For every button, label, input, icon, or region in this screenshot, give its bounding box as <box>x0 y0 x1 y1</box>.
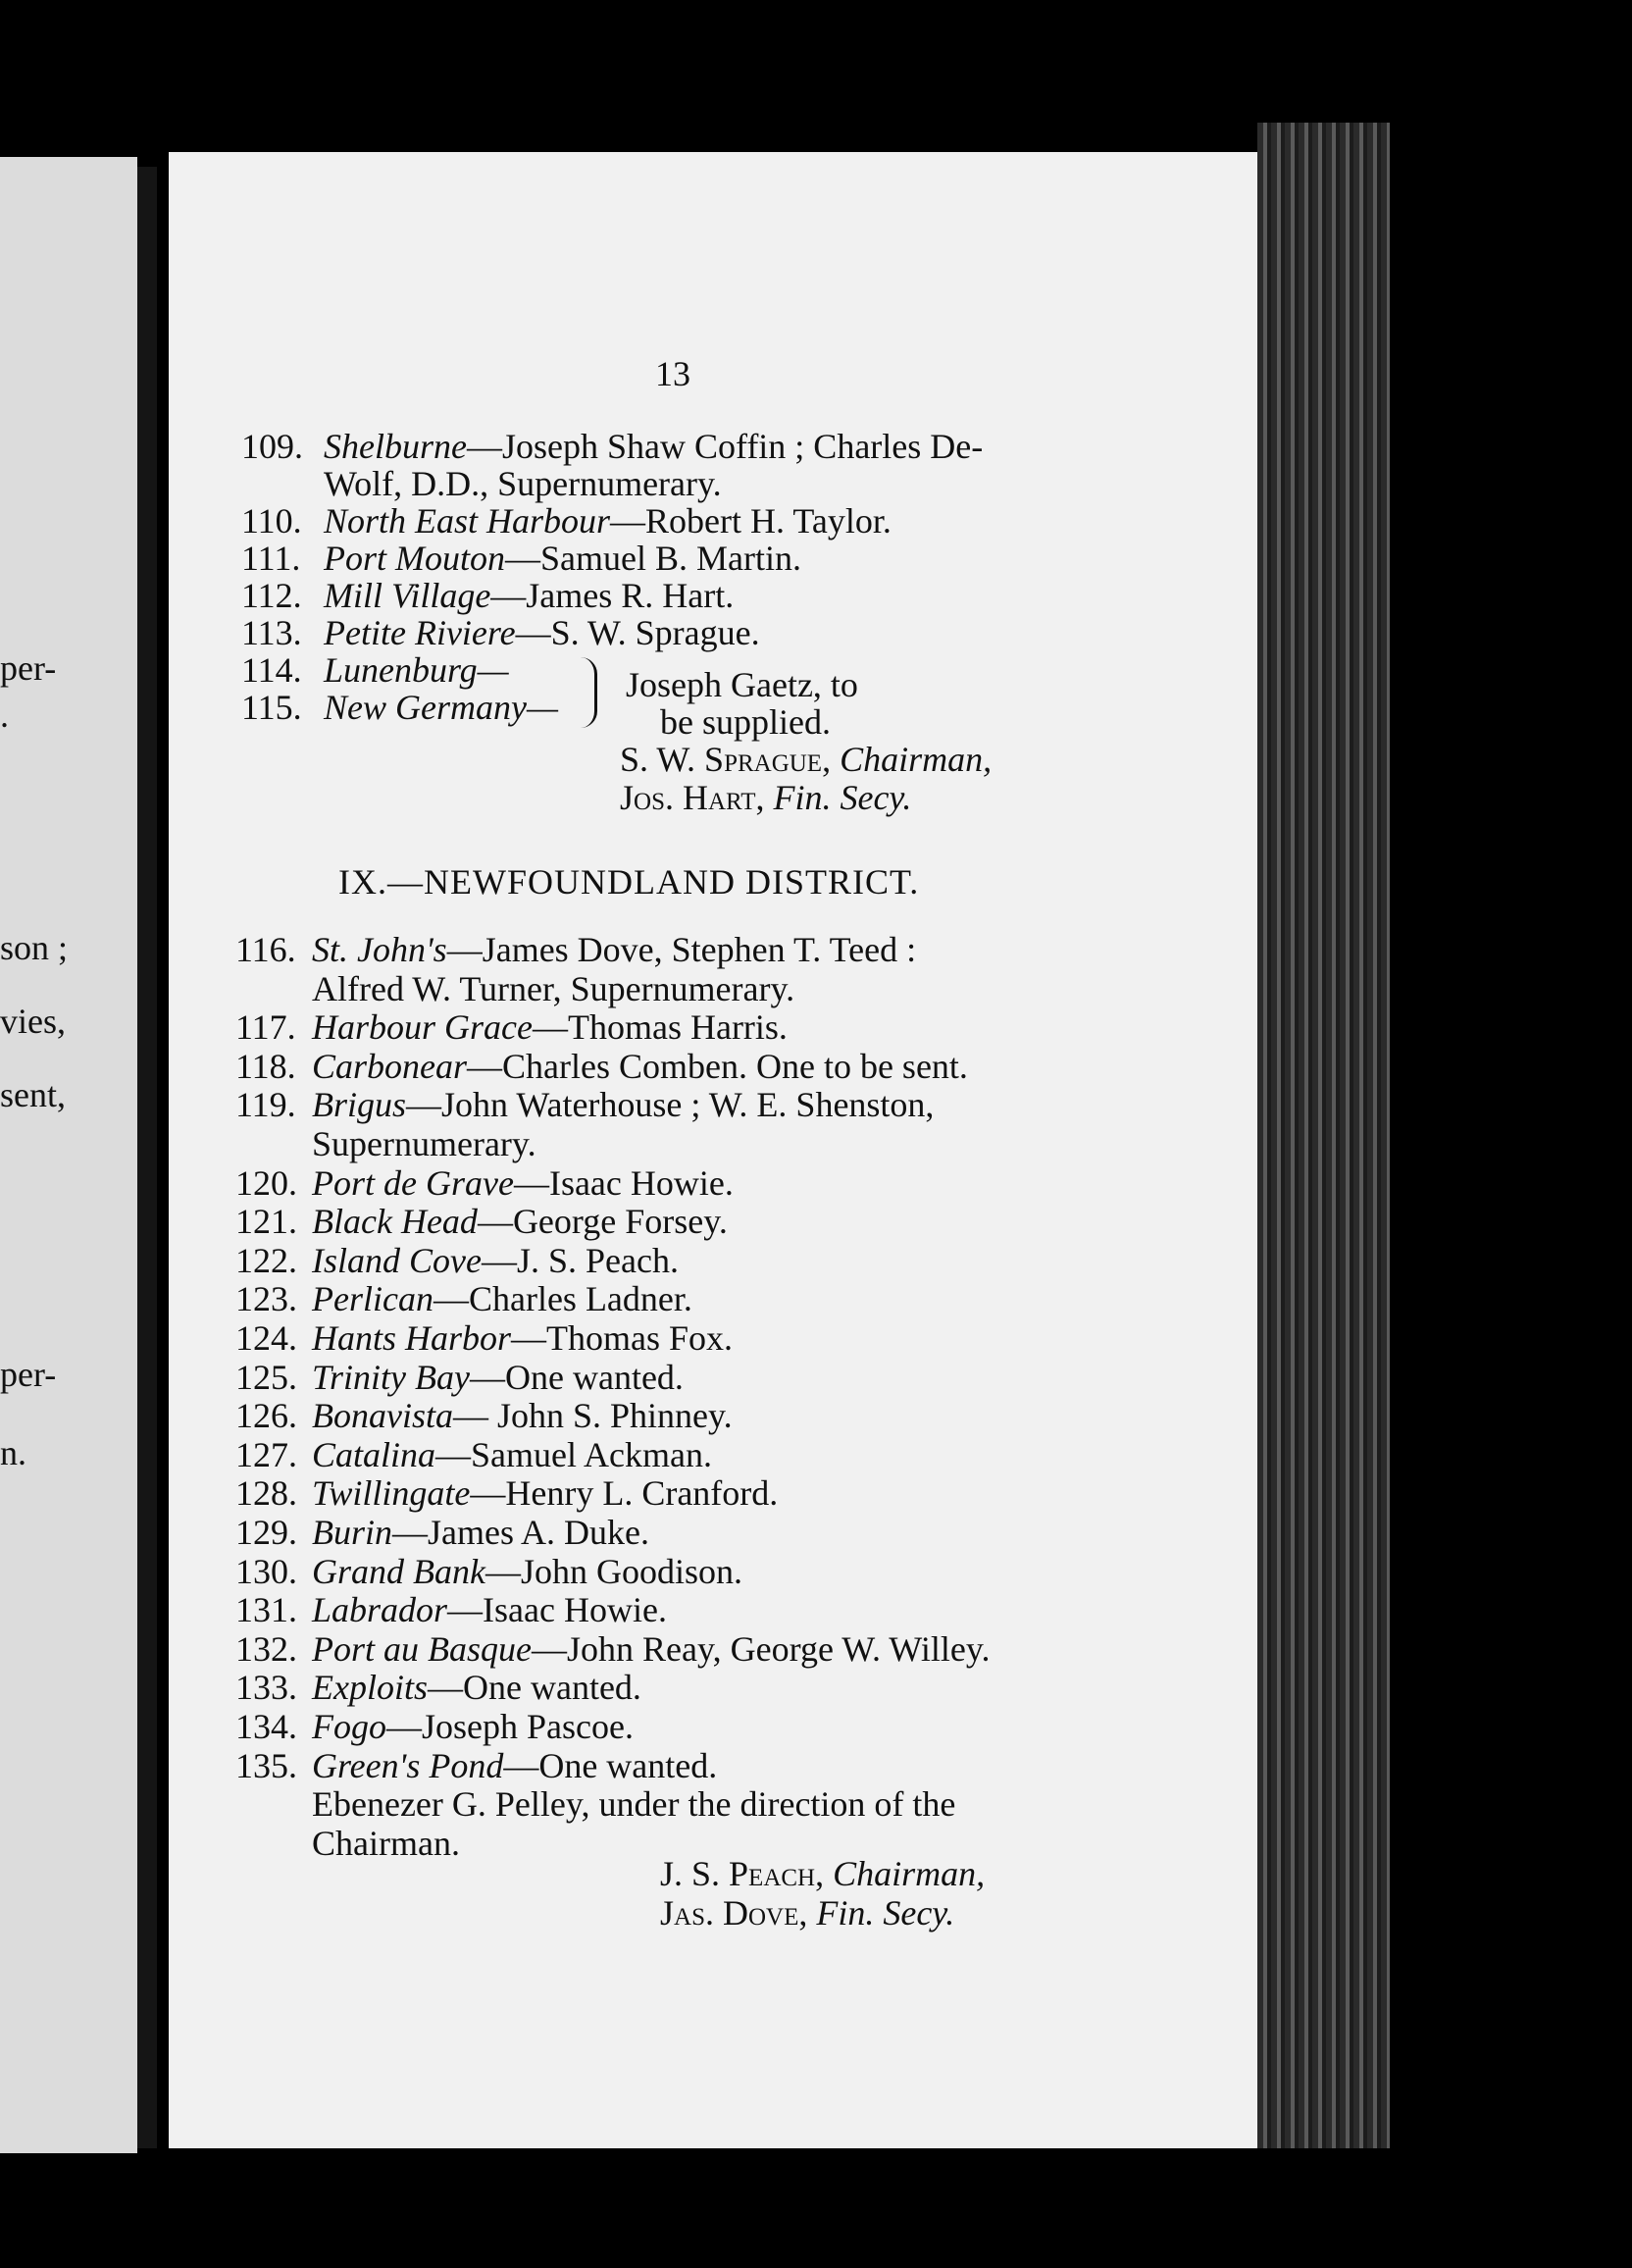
left-fragment: vies, <box>0 1002 66 1041</box>
entry-text: —Henry L. Cranford. <box>470 1473 779 1514</box>
entry-place: Exploits <box>312 1668 428 1708</box>
signature-role: Fin. Secy. <box>816 1893 955 1933</box>
left-fragment: n. <box>0 1433 26 1472</box>
entry-text: —Thomas Fox. <box>511 1318 734 1358</box>
book-page-edges <box>1257 123 1390 2148</box>
left-fragment: . <box>0 696 9 735</box>
entry-place: Brigus <box>312 1085 407 1125</box>
entry-place: Shelburne <box>324 427 467 466</box>
signature-secretary <box>660 1895 954 1931</box>
entry-number: 124. <box>235 1318 297 1358</box>
signature-name: J. S. Peach, <box>660 1854 825 1893</box>
entry-text: —Isaac Howie. <box>513 1162 734 1203</box>
entry-text: Wolf, D.D., Supernumerary. <box>324 464 722 503</box>
entry-text: —George Forsey. <box>477 1202 728 1242</box>
entry-text: Supernumerary. <box>312 1124 536 1163</box>
entry-text: —One wanted. <box>503 1745 718 1785</box>
entry-number: 109. <box>241 427 303 466</box>
entry-place: Catalina <box>312 1434 436 1474</box>
entry-text: —S. W. Sprague. <box>515 613 760 652</box>
entry-place: New Germany— <box>324 688 558 727</box>
entry-place: Port Mouton <box>324 539 505 578</box>
entry-text: Ebenezer G. Pelley, under the direction of the <box>312 1784 956 1825</box>
entry-text: —John Reay, George W. Willey. <box>531 1628 991 1669</box>
entry-place: Port de Grave <box>312 1162 514 1203</box>
entry-place: Fogo <box>312 1707 386 1746</box>
bracket-text-line: Joseph Gaetz, to <box>626 665 858 704</box>
left-fragment: sent, <box>0 1075 66 1114</box>
entry-text: —John Waterhouse ; W. E. Shenston, <box>406 1085 935 1125</box>
entry-place: Port au Basque <box>312 1628 532 1669</box>
entry-place: Perlican <box>312 1279 434 1319</box>
entry-number: 133. <box>235 1668 297 1708</box>
entry-place: Black Head <box>312 1202 478 1242</box>
entry-place: Burin <box>312 1513 393 1552</box>
entry-text: —Samuel B. Martin. <box>505 539 801 578</box>
entry-place: Labrador <box>312 1590 448 1630</box>
entry-text: —One wanted. <box>427 1668 641 1708</box>
entry-text: —Isaac Howie. <box>447 1590 667 1630</box>
book-gutter <box>137 167 157 2148</box>
signature-role: Chairman, <box>833 1854 986 1893</box>
entry-text: —James R. Hart. <box>490 576 735 615</box>
district-heading: IX.—NEWFOUNDLAND DISTRICT. <box>338 862 920 902</box>
page-number: 13 <box>655 354 690 393</box>
entry-number: 131. <box>235 1590 297 1630</box>
entry-text: —Samuel Ackman. <box>435 1434 712 1474</box>
entry-place: Grand Bank <box>312 1551 485 1591</box>
entry-number: 112. <box>241 576 302 615</box>
entry-number: 135. <box>235 1745 297 1785</box>
facing-page-left <box>0 157 137 2153</box>
signature-role: Chairman, <box>840 740 993 779</box>
brace <box>581 657 597 728</box>
signature-chairman <box>660 1856 985 1891</box>
entry-number: 110. <box>241 501 302 541</box>
entry-number: 125. <box>235 1357 297 1397</box>
entry-text: — John S. Phinney. <box>452 1396 733 1436</box>
left-fragment: per- <box>0 1355 57 1394</box>
signature-name: S. W. Sprague, <box>620 740 832 779</box>
entry-number: 113. <box>241 613 302 652</box>
entry-number: 115. <box>241 688 302 727</box>
signature-secretary <box>620 780 911 815</box>
entry-number: 111. <box>241 539 301 578</box>
entry-text: —James Dove, Stephen T. Teed : <box>446 930 917 969</box>
entry-number: 126. <box>235 1396 297 1436</box>
entry-place: North East Harbour <box>324 501 611 541</box>
entry-place: Hants Harbor <box>312 1318 512 1358</box>
entry-number: 130. <box>235 1551 297 1591</box>
entry-number: 114. <box>241 650 302 690</box>
entry-place: Carbonear <box>312 1046 468 1086</box>
signature-name: Jas. Dove, <box>660 1893 808 1933</box>
entry-place: St. John's <box>312 930 447 969</box>
entry-text: —Charles Ladner. <box>433 1279 692 1319</box>
signature-chairman <box>620 742 992 777</box>
entry-number: 121. <box>235 1202 297 1242</box>
left-fragment: son ; <box>0 928 69 967</box>
entry-number: 120. <box>235 1162 297 1203</box>
entry-number: 116. <box>235 930 296 969</box>
entry-place: Bonavista <box>312 1396 453 1436</box>
entry-number: 119. <box>235 1085 296 1125</box>
entry-number: 129. <box>235 1513 297 1552</box>
entry-text: —John Goodison. <box>484 1551 743 1591</box>
entry-place: Trinity Bay <box>312 1357 470 1397</box>
entry-text: —J. S. Peach. <box>481 1240 679 1280</box>
entry-text: Alfred W. Turner, Supernumerary. <box>312 968 795 1008</box>
entry-text: —One wanted. <box>470 1357 684 1397</box>
entry-text: —James A. Duke. <box>392 1513 649 1552</box>
entry-text: —Charles Comben. One to be sent. <box>467 1046 968 1086</box>
entry-number: 128. <box>235 1473 297 1514</box>
left-fragment: per- <box>0 648 57 688</box>
entry-number: 118. <box>235 1046 296 1086</box>
entry-number: 132. <box>235 1628 297 1669</box>
entry-place: Green's Pond <box>312 1745 504 1785</box>
entry-text: Chairman. <box>312 1823 460 1863</box>
entry-number: 127. <box>235 1434 297 1474</box>
entry-text: —Robert H. Taylor. <box>610 501 892 541</box>
bracket-text-line: be supplied. <box>660 702 831 742</box>
entry-place: Twillingate <box>312 1473 471 1514</box>
entry-number: 117. <box>235 1007 296 1048</box>
entry-place: Mill Village <box>324 576 491 615</box>
entry-text: —Joseph Shaw Coffin ; Charles De- <box>466 427 984 466</box>
signature-name: Jos. Hart, <box>620 778 765 817</box>
entry-text: —Joseph Pascoe. <box>386 1707 634 1746</box>
entry-number: 123. <box>235 1279 297 1319</box>
entry-place: Petite Riviere <box>324 613 516 652</box>
entry-number: 122. <box>235 1240 297 1280</box>
entry-text: —Thomas Harris. <box>532 1007 788 1048</box>
entry-place: Harbour Grace <box>312 1007 533 1048</box>
entry-place: Lunenburg— <box>324 650 509 690</box>
entry-place: Island Cove <box>312 1240 482 1280</box>
entry-number: 134. <box>235 1707 297 1746</box>
signature-role: Fin. Secy. <box>773 778 912 817</box>
